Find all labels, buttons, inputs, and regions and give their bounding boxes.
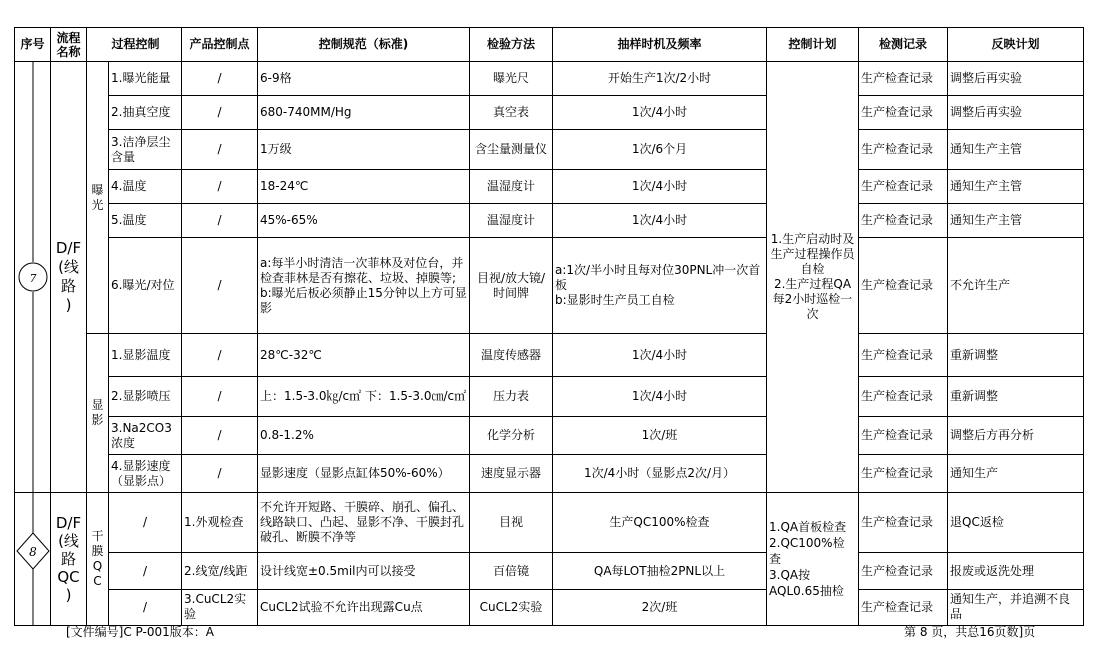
group-label-text: 显 影 [91, 398, 104, 427]
method-cell: 化学分析 [470, 417, 553, 455]
sampling-text: 1次/4小时 [631, 213, 688, 227]
product-cell: / [109, 553, 182, 589]
spec-text: 0.8-1.2% [260, 428, 314, 442]
table-row [15, 170, 1084, 204]
reaction-cell: 调整后方再分析 [948, 417, 1084, 455]
sampling-text: 1次/4小时 [631, 389, 688, 403]
record-cell: 生产检查记录 [859, 589, 948, 625]
method-cell: 压力表 [470, 377, 553, 417]
item-cell: 2.显影喷压 [109, 377, 182, 417]
section-dryfilm-qc [15, 493, 1084, 626]
flow-name: D/F (线 路 ) [55, 239, 82, 314]
group-label-text: 干 膜 Q C [91, 529, 104, 588]
header-product-point: 产品控制点 [182, 28, 258, 62]
sampling-text: 开始生产1次/2小时 [607, 71, 712, 85]
sampling-text: 1次/4小时 [631, 347, 688, 362]
product-cell: / [109, 589, 182, 625]
spec-text: 28℃-32℃ [260, 347, 322, 362]
header-flow-text: 流程名称 [56, 30, 81, 59]
spec-text: CuCL2试验不允许出现露Cu点 [260, 599, 423, 614]
product-cell: / [182, 334, 258, 377]
spec-text: 1万级 [260, 142, 292, 156]
reaction-cell: 调整后再实验 [948, 96, 1084, 130]
method-cell: 温度传感器 [470, 334, 553, 377]
spec-cell [258, 553, 470, 589]
control-plan-table [14, 27, 1084, 626]
spec-text: 680-740MM/Hg [260, 105, 352, 119]
table-row [15, 417, 1084, 455]
step-symbol-diamond [16, 493, 50, 625]
group-label [87, 334, 109, 493]
method-cell: CuCL2实验 [470, 589, 553, 625]
sampling-cell [553, 417, 767, 455]
spec-cell [258, 130, 470, 170]
seq-cell [15, 62, 51, 493]
record-cell: 生产检查记录 [859, 455, 948, 493]
point-cell: 1.外观检查 [182, 493, 258, 553]
sampling-text: 1次/4小时（显影点2次/月） [584, 466, 735, 480]
step-number: 7 [29, 272, 36, 285]
spec-cell [258, 455, 470, 493]
sampling-cell: 2次/班 [553, 589, 767, 625]
step-number: 8 [28, 545, 37, 559]
product-cell: / [182, 238, 258, 334]
product-cell: / [182, 96, 258, 130]
method-cell: 目视 [470, 493, 553, 553]
sampling-cell [553, 204, 767, 238]
sampling-text: 1次/4小时 [631, 179, 688, 193]
header-process: 过程控制 [87, 28, 182, 62]
seq-cell [15, 493, 51, 626]
group-label [87, 62, 109, 334]
spec-text: 6-9格 [260, 71, 292, 85]
plan-cell [767, 62, 859, 493]
product-cell: / [182, 377, 258, 417]
record-cell: 生产检查记录 [859, 96, 948, 130]
record-cell: 生产检查记录 [859, 130, 948, 170]
record-cell: 生产检查记录 [859, 170, 948, 204]
header-sampling: 抽样时机及频率 [553, 28, 767, 62]
sampling-text: a:1次/半小时且每对位30PNL冲一次首板 b:显影时生产员工自检 [555, 263, 761, 307]
table-row [15, 377, 1084, 417]
spec-cell [258, 238, 470, 334]
group-label [87, 493, 109, 626]
plan-cell [767, 493, 859, 626]
group-label-text: 曝 光 [91, 182, 104, 212]
reaction-cell: 退QC返检 [948, 493, 1084, 553]
item-cell: 4.温度 [109, 170, 182, 204]
reaction-cell: 通知生产 [948, 455, 1084, 493]
spec-cell [258, 170, 470, 204]
spec-text: 18-24℃ [260, 179, 309, 193]
table-row [15, 130, 1084, 170]
sampling-cell [553, 170, 767, 204]
method-cell: 真空表 [470, 96, 553, 130]
reaction-cell: 不允许生产 [948, 238, 1084, 334]
sampling-text: 1次/4小时 [631, 105, 688, 119]
flow-name: D/F (线 路 QC ) [55, 514, 82, 604]
sampling-text: 1次/班 [641, 428, 678, 442]
sampling-cell [553, 238, 767, 334]
section-exposure-develop [15, 62, 1084, 493]
product-cell: / [182, 130, 258, 170]
header-record: 检测记录 [859, 28, 948, 62]
item-cell: 4.显影速度（显影点） [109, 455, 182, 493]
method-cell: 含尘量测量仪 [470, 130, 553, 170]
table-row [15, 553, 1084, 589]
spec-cell [258, 96, 470, 130]
spec-text: 显影速度（显影点缸体50%-60%） [260, 466, 450, 480]
sampling-cell [553, 377, 767, 417]
header-plan: 控制计划 [767, 28, 859, 62]
header-spec: 控制规范（标准) [258, 28, 470, 62]
record-cell: 生产检查记录 [859, 334, 948, 377]
footer-file-number: [文件编号]C P-001版本：A [66, 625, 214, 639]
reaction-cell: 重新调整 [948, 377, 1084, 417]
spec-text: 45%-65% [260, 213, 318, 227]
sampling-cell [553, 455, 767, 493]
header-method: 检验方法 [470, 28, 553, 62]
record-cell: 生产检查记录 [859, 238, 948, 334]
product-cell: / [182, 417, 258, 455]
reaction-cell: 通知生产主管 [948, 170, 1084, 204]
method-cell: 百倍镜 [470, 553, 553, 589]
spec-text: 设计线宽±0.5mil内可以接受 [260, 563, 416, 578]
table-row [15, 455, 1084, 493]
record-cell: 生产检查记录 [859, 553, 948, 589]
spec-cell [258, 493, 470, 553]
spec-text: 上：1.5-3.0㎏/c㎡ 下：1.5-3.0㎝/c㎡ [260, 389, 467, 403]
method-cell: 速度显示器 [470, 455, 553, 493]
table-row [15, 204, 1084, 238]
table-row [15, 589, 1084, 625]
record-cell: 生产检查记录 [859, 62, 948, 96]
flow-cell [51, 62, 87, 493]
item-cell: 1.曝光能量 [109, 62, 182, 96]
header-seq: 序号 [15, 28, 51, 62]
sampling-text: 1次/6个月 [631, 142, 688, 156]
plan-text: 1.QA首板检查 2.QC100%检查 3.QA按AQL0.65抽检 [769, 520, 847, 598]
sampling-cell: QA每LOT抽检2PNL以上 [553, 553, 767, 589]
header-reaction: 反映计划 [948, 28, 1084, 62]
sampling-cell [553, 62, 767, 96]
spec-cell [258, 204, 470, 238]
method-cell: 曝光尺 [470, 62, 553, 96]
spec-text: 不允许开短路、干膜碎、崩孔、偏孔、线路缺口、凸起、显影不净、干膜封孔破孔、断膜不净等 [260, 500, 465, 545]
reaction-cell: 通知生产，并追溯不良品 [948, 589, 1084, 625]
table-row [15, 493, 1084, 553]
spec-cell [258, 377, 470, 417]
spec-cell [258, 62, 470, 96]
sampling-cell [553, 334, 767, 377]
item-cell: 3.Na2CO3浓度 [109, 417, 182, 455]
spec-cell [258, 589, 470, 625]
product-cell: / [182, 62, 258, 96]
reaction-cell: 重新调整 [948, 334, 1084, 377]
footer-page-number: 第 8 页，共总16页数]页 [904, 625, 1036, 639]
flow-cell [51, 493, 87, 626]
record-cell: 生产检查记录 [859, 377, 948, 417]
point-cell: 3.CuCL2实验 [182, 589, 258, 625]
record-cell: 生产检查记录 [859, 417, 948, 455]
item-cell: 5.温度 [109, 204, 182, 238]
table-row [15, 62, 1084, 96]
item-cell: 2.抽真空度 [109, 96, 182, 130]
table-row [15, 334, 1084, 377]
product-cell: / [182, 170, 258, 204]
method-cell: 目视/放大镜/时间牌 [470, 238, 553, 334]
reaction-cell: 报废或返洗处理 [948, 553, 1084, 589]
reaction-cell: 调整后再实验 [948, 62, 1084, 96]
spec-text: a:每半小时清洁一次菲林及对位台，并检查菲林是否有擦花、垃圾、掉膜等; b:曝光后板必须静止15分钟以上方可显影 [260, 255, 467, 315]
plan-text: 1.生产启动时及生产过程操作员自检 2.生产过程QA每2小时巡检一次 [770, 232, 855, 321]
sampling-cell [553, 130, 767, 170]
header-flow [51, 28, 87, 62]
item-cell: 1.显影温度 [109, 334, 182, 377]
item-cell: 6.曝光/对位 [109, 238, 182, 334]
record-cell: 生产检查记录 [859, 204, 948, 238]
header-row [15, 28, 1084, 62]
reaction-cell: 通知生产主管 [948, 204, 1084, 238]
table-row [15, 238, 1084, 334]
record-cell: 生产检查记录 [859, 493, 948, 553]
point-cell: 2.线宽/线距 [182, 553, 258, 589]
step-symbol-circle [18, 62, 48, 492]
spec-cell [258, 417, 470, 455]
sampling-cell [553, 96, 767, 130]
table-row [15, 96, 1084, 130]
product-cell: / [182, 204, 258, 238]
method-cell: 温湿度计 [470, 204, 553, 238]
product-cell: / [109, 493, 182, 553]
sampling-cell: 生产QC100%检查 [553, 493, 767, 553]
spec-cell [258, 334, 470, 377]
product-cell: / [182, 455, 258, 493]
reaction-cell: 通知生产主管 [948, 130, 1084, 170]
item-cell: 3.洁净层尘含量 [109, 130, 182, 170]
method-cell: 温湿度计 [470, 170, 553, 204]
